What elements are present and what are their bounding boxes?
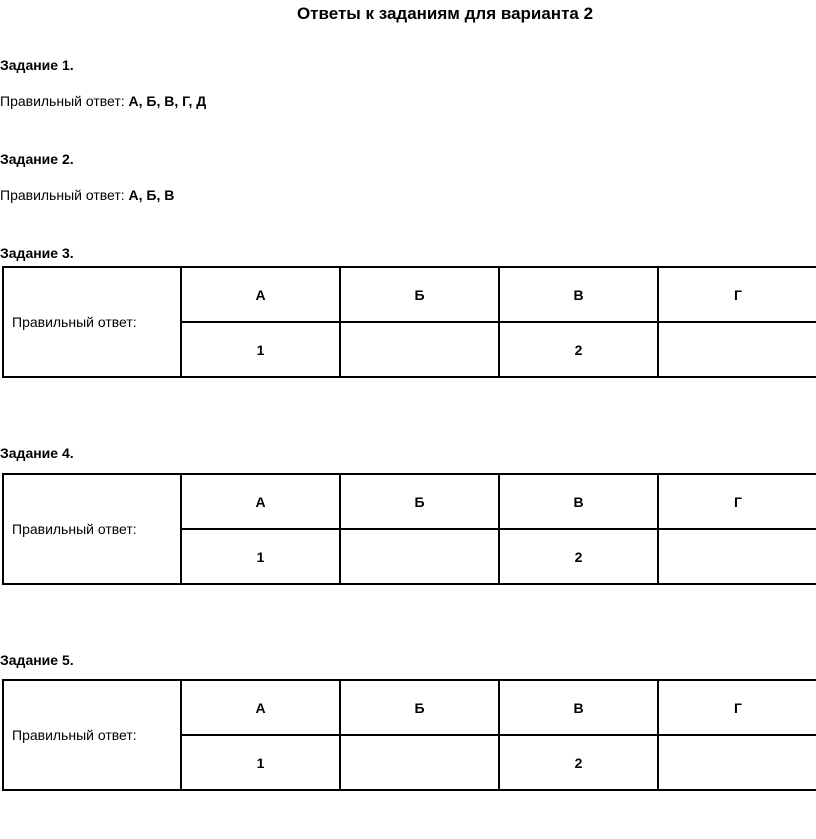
task-1-answer: А, Б, В, Г, Д (128, 93, 207, 109)
table-row (3, 474, 816, 529)
task-4-answer-table (2, 473, 816, 585)
table-header-cell: А (181, 680, 340, 735)
table-row-label: Правильный ответ: (3, 474, 181, 584)
table-header-cell: Г (658, 474, 816, 529)
task-2-answer-line (0, 187, 174, 204)
table-value-cell (340, 735, 499, 790)
table-row-label: Правильный ответ: (3, 267, 181, 377)
table-value-cell (340, 529, 499, 584)
table-value-cell: 2 (499, 529, 658, 584)
task-2-answer: А, Б, В (128, 187, 175, 203)
table-header-cell: А (181, 474, 340, 529)
table-header-cell: А (181, 267, 340, 322)
table-value-cell (658, 735, 816, 790)
task-3-answer-table (2, 266, 816, 378)
table-header-cell: Б (340, 474, 499, 529)
table-row (3, 680, 816, 735)
table-value-cell: 1 (181, 322, 340, 377)
table-header-cell: Г (658, 680, 816, 735)
table-value-cell: 1 (181, 735, 340, 790)
task-5-label: Задание 5. (0, 652, 74, 668)
table-value-cell (658, 529, 816, 584)
table-value-cell: 2 (499, 322, 658, 377)
task-2-label: Задание 2. (0, 151, 74, 167)
task-4-label: Задание 4. (0, 445, 74, 461)
task-1-answer-line (0, 93, 206, 110)
table-value-cell: 2 (499, 735, 658, 790)
page-title: Ответы к заданиям для варианта 2 (296, 4, 594, 23)
table-value-cell (340, 322, 499, 377)
task-2-answer-prefix: Правильный ответ: (0, 187, 129, 203)
table-value-cell: 1 (181, 529, 340, 584)
table-header-cell: Г (658, 267, 816, 322)
table-header-cell: В (499, 680, 658, 735)
task-1-answer-prefix: Правильный ответ: (0, 93, 129, 109)
table-header-cell: В (499, 267, 658, 322)
table-header-cell: Б (340, 680, 499, 735)
table-header-cell: В (499, 474, 658, 529)
table-value-cell (658, 322, 816, 377)
task-1-label: Задание 1. (0, 57, 74, 73)
table-row (3, 267, 816, 322)
task-3-label: Задание 3. (0, 245, 74, 261)
task-5-answer-table (2, 679, 816, 791)
table-row-label: Правильный ответ: (3, 680, 181, 790)
table-header-cell: Б (340, 267, 499, 322)
